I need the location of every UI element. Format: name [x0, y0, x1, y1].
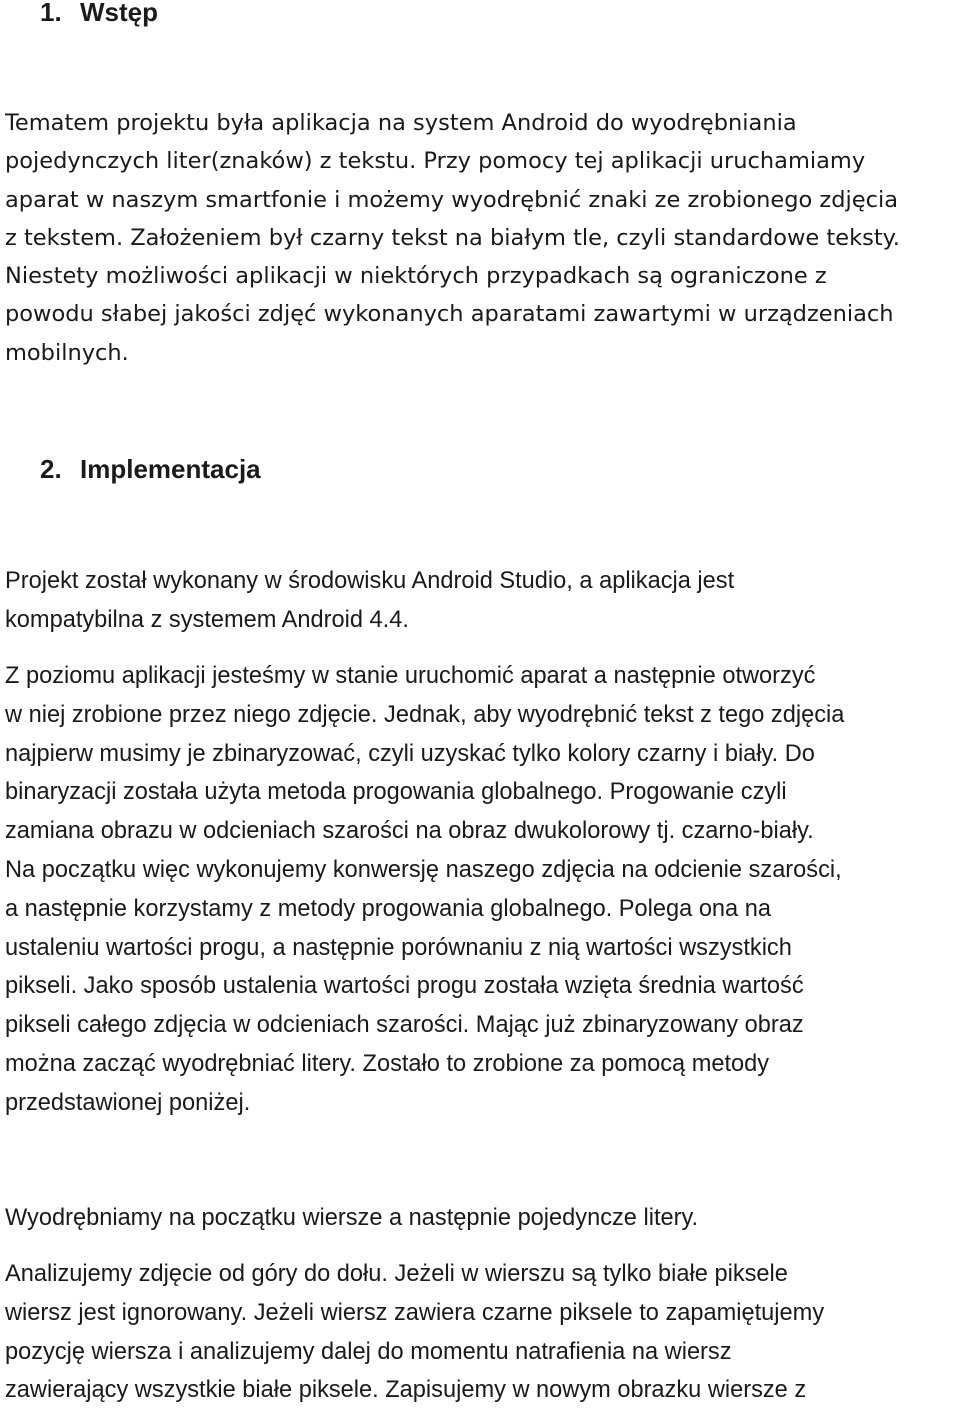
implementation-paragraph-1 [5, 562, 960, 640]
text-line: a następnie korzystamy z metody progowania globalnego. Polega ona na [5, 895, 771, 922]
text-line: kompatybilna z systemem Android 4.4. [5, 606, 409, 633]
section-heading-1 [40, 0, 158, 27]
section-heading-2 [40, 454, 261, 484]
text-line: ustaleniu wartości progu, a następnie porównaniu z nią wartości wszystkich [5, 934, 792, 961]
implementation-paragraph-2 [5, 657, 960, 1123]
section-number: 1. [40, 0, 62, 27]
section-title: Wstęp [80, 0, 158, 27]
text-line: powodu słabej jakości zdjęć wykonanych aparatami zawartymi w urządzeniach [5, 301, 894, 328]
text-line: Wyodrębniamy na początku wiersze a następnie pojedyncze litery. [5, 1205, 699, 1231]
implementation-paragraph-3 [5, 1199, 960, 1238]
text-line: pikseli całego zdjęcia w odcieniach szarości. Mając już zbinaryzowany obraz [5, 1012, 804, 1039]
text-line: Projekt został wykonany w środowisku Android Studio, a aplikacja jest [5, 568, 735, 594]
text-line: mobilnych. [5, 339, 129, 366]
implementation-paragraph-4 [5, 1255, 960, 1410]
intro-paragraph [5, 104, 960, 372]
text-line: Na początku więc wykonujemy konwersję naszego zdjęcia na odcienie szarości, [5, 856, 842, 883]
text-line: przedstawionej poniżej. [5, 1089, 251, 1116]
text-line: Tematem projektu była aplikacja na system Android do wyodrębniania [5, 110, 797, 136]
text-line: Niestety możliwości aplikacji w niektórych przypadkach są ograniczone z [5, 263, 827, 290]
text-line: pikseli. Jako sposób ustalenia wartości progu została wzięta średnia wartość [5, 973, 804, 1000]
text-line: pozycję wiersza i analizujemy dalej do momentu natrafienia na wiersz [5, 1338, 732, 1365]
text-line: wiersz jest ignorowany. Jeżeli wiersz zawiera czarne piksele to zapamiętujemy [5, 1299, 825, 1326]
text-line: można zacząć wyodrębniać litery. Zostało to zrobione za pomocą metody [5, 1050, 770, 1077]
text-line: najpierw musimy je zbinaryzować, czyli uzyskać tylko kolory czarny i biały. Do [5, 740, 815, 767]
text-line: aparat w naszym smartfonie i możemy wyodrębnić znaki ze zrobionego zdjęcia [5, 186, 899, 213]
text-line: w niej zrobione przez niego zdjęcie. Jednak, aby wyodrębnić tekst z tego zdjęcia [5, 701, 845, 728]
text-line: Z poziomu aplikacji jesteśmy w stanie uruchomić aparat a następnie otworzyć [5, 663, 816, 689]
text-line: Analizujemy zdjęcie od góry do dołu. Jeżeli w wierszu są tylko białe piksele [5, 1261, 788, 1287]
section-title: Implementacja [80, 454, 261, 484]
text-line: zawierający wszystkie białe piksele. Zapisujemy w nowym obrazku wiersze z [5, 1377, 807, 1404]
text-line: zamiana obrazu w odcieniach szarości na obraz dwukolorowy tj. czarno-biały. [5, 818, 814, 845]
text-line: pojedynczych liter(znaków) z tekstu. Przy pomocy tej aplikacji uruchamiamy [5, 148, 866, 175]
text-line: z tekstem. Założeniem był czarny tekst na białym tle, czyli standardowe teksty. [5, 224, 900, 251]
text-line: binaryzacji została użyta metoda progowania globalnego. Progowanie czyli [5, 779, 787, 806]
section-number: 2. [40, 454, 62, 484]
